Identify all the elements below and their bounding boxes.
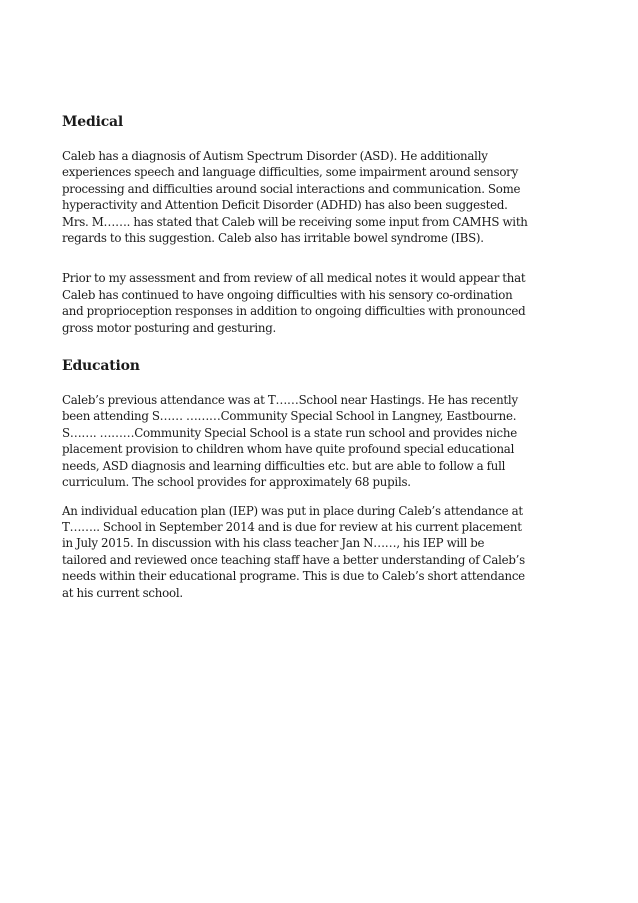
text-line: Prior to my assessment and from review of all medical notes it would appear that xyxy=(62,271,526,286)
medical-paragraph-2 xyxy=(62,270,582,336)
education-paragraph-1 xyxy=(62,392,582,490)
text-line: needs, ASD diagnosis and learning difficulties etc. but are able to follow a full xyxy=(62,458,506,473)
text-line: needs within their educational programe. This is due to Caleb’s short attendance xyxy=(62,569,525,584)
text-line: An individual education plan (IEP) was put in place during Caleb’s attendance at xyxy=(62,503,523,518)
text-line: S……. ………Community Special School is a state run school and provides niche xyxy=(62,425,517,440)
medical-heading: Medical xyxy=(62,114,124,130)
text-line: Caleb has a diagnosis of Autism Spectrum Disorder (ASD). He additionally xyxy=(62,149,488,163)
text-line: Mrs. M……. has stated that Caleb will be receiving some input from CAMHS with xyxy=(62,214,528,229)
medical-paragraph-1 xyxy=(62,148,582,246)
text-line: hyperactivity and Attention Deficit Disorder (ADHD) has also been suggested. xyxy=(62,198,508,213)
text-line: Caleb has continued to have ongoing difficulties with his sensory co-ordination xyxy=(62,287,513,302)
text-line: T…….. School in September 2014 and is due for review at his current placement xyxy=(62,519,522,534)
text-line: tailored and reviewed once teaching staff have a better understanding of Caleb’s xyxy=(62,552,525,567)
text-line: experiences speech and language difficulties, some impairment around sensory xyxy=(62,165,518,180)
text-line: processing and difficulties around social interactions and communication. Some xyxy=(62,181,521,196)
text-line: Caleb’s previous attendance was at T……School near Hastings. He has recently xyxy=(62,393,518,408)
text-line: regards to this suggestion. Caleb also has irritable bowel syndrome (IBS). xyxy=(62,231,484,246)
text-line: and proprioception responses in addition to ongoing difficulties with pronounced xyxy=(62,304,526,319)
text-line: been attending S…… ………Community Special School in Langney, Eastbourne. xyxy=(62,409,517,424)
text-line: in July 2015. In discussion with his class teacher Jan N……, his IEP will be xyxy=(62,536,485,551)
text-line: at his current school. xyxy=(62,585,183,600)
document-content xyxy=(62,112,582,601)
text-line: curriculum. The school provides for approximately 68 pupils. xyxy=(62,475,411,490)
text-line: gross motor posturing and gesturing. xyxy=(62,320,276,335)
text-line: placement provision to children whom have quite profound special educational xyxy=(62,442,515,457)
education-heading: Education xyxy=(62,358,140,375)
education-paragraph-2 xyxy=(62,503,582,601)
